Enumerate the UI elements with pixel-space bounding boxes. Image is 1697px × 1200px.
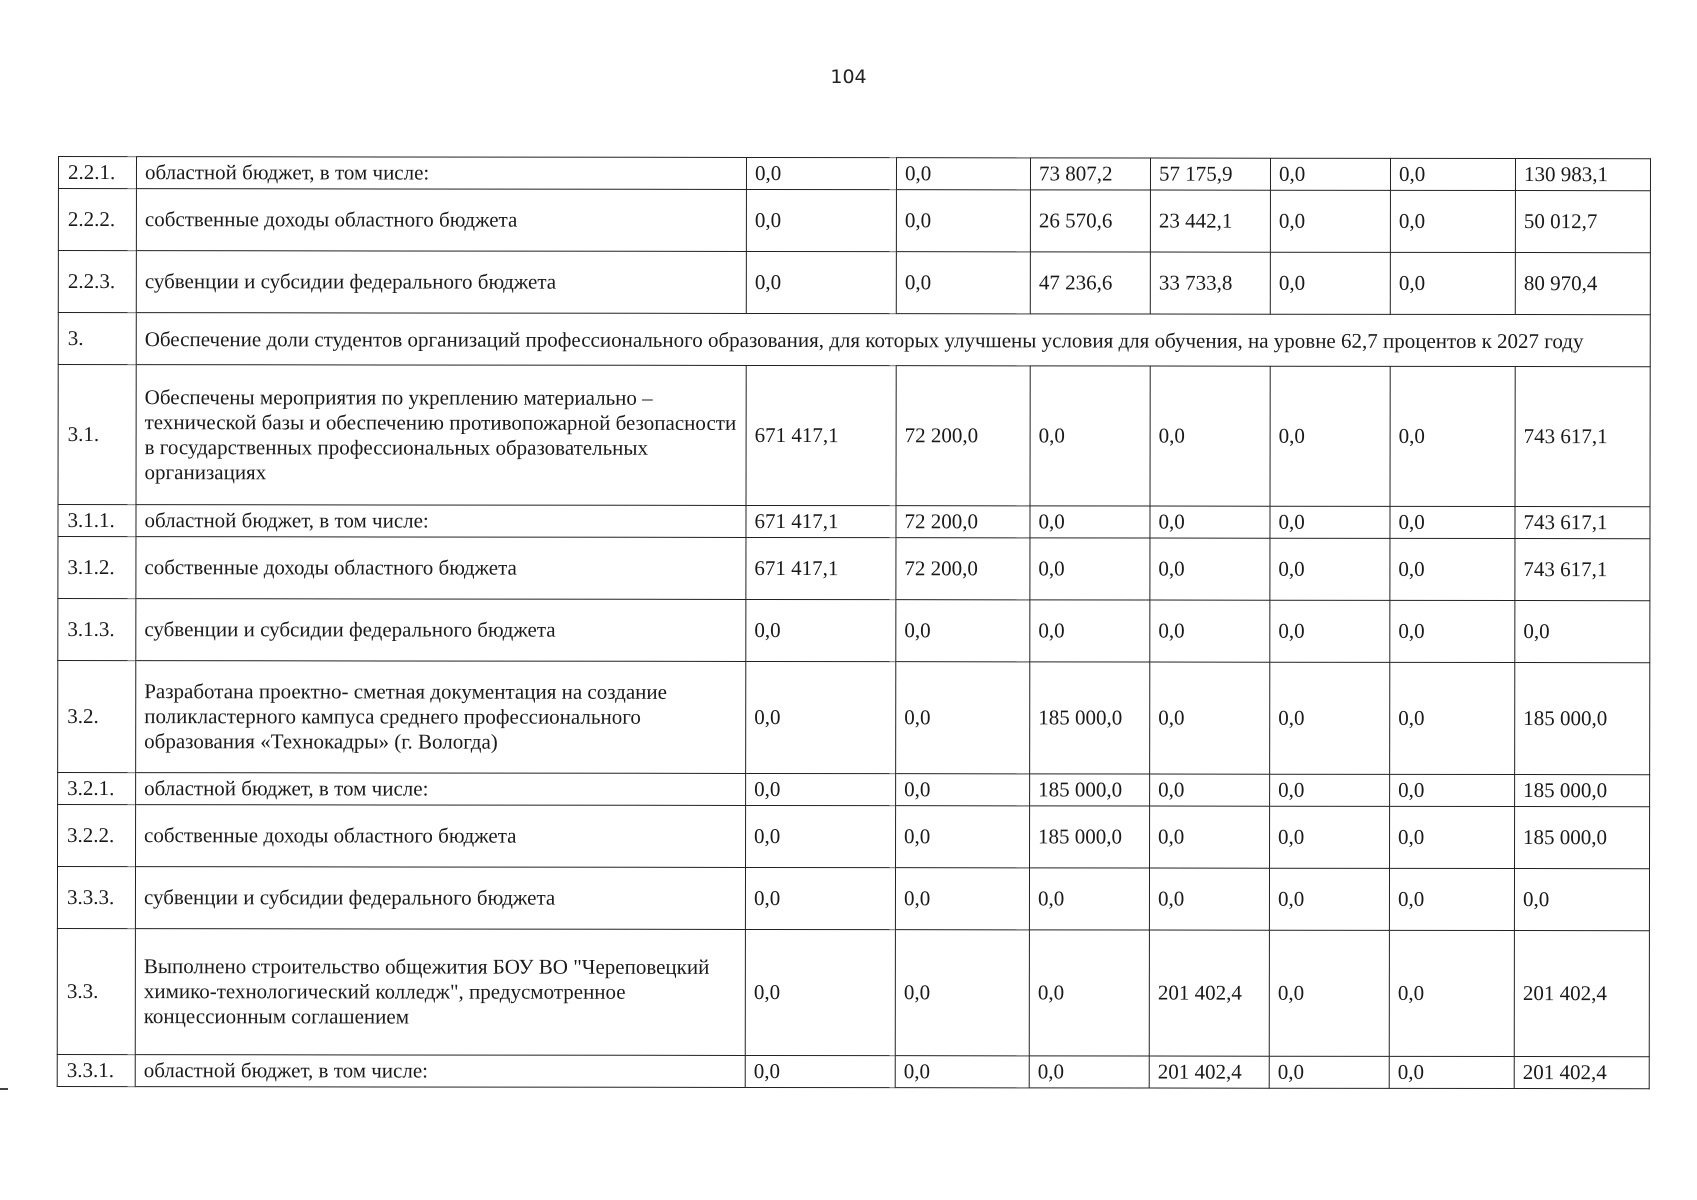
- table-row: [58, 537, 1650, 601]
- value-cell: 0,0: [896, 806, 1030, 868]
- table-body: [57, 157, 1650, 1089]
- value-cell: 0,0: [1390, 366, 1515, 506]
- value-cell: 185 000,0: [1030, 662, 1150, 774]
- value-cell: 185 000,0: [1030, 806, 1150, 868]
- value-cell: 57 175,9: [1150, 158, 1270, 190]
- value-cell: 47 236,6: [1030, 252, 1150, 314]
- value-cell: 0,0: [1269, 1056, 1389, 1088]
- value-cell: 0,0: [895, 868, 1029, 930]
- table-row: [58, 599, 1650, 663]
- value-cell: 0,0: [745, 1055, 895, 1087]
- row-code: 3.1.3.: [58, 599, 136, 661]
- value-cell: 0,0: [1150, 806, 1270, 868]
- table-row: [58, 189, 1650, 253]
- value-cell: 73 807,2: [1030, 158, 1150, 190]
- value-cell: 0,0: [1390, 252, 1515, 314]
- table-row: [58, 251, 1650, 315]
- row-description: Разработана проектно- сметная документация на создание поликластерного кампуса среднего профессионального образования «Технокадры» (г. Вологда): [136, 661, 746, 774]
- value-cell: 0,0: [1270, 366, 1390, 506]
- value-cell: 0,0: [895, 1056, 1029, 1088]
- table-row: [58, 365, 1650, 507]
- value-cell: 0,0: [1269, 868, 1389, 930]
- value-cell: 0,0: [1270, 774, 1390, 806]
- row-description: областной бюджет, в том числе:: [136, 773, 746, 806]
- row-description: собственные доходы областного бюджета: [136, 805, 746, 868]
- value-cell: 671 417,1: [746, 505, 896, 537]
- row-description: областной бюджет, в том числе:: [135, 1055, 745, 1088]
- row-total: 185 000,0: [1515, 775, 1650, 807]
- table-row: [57, 867, 1649, 931]
- value-cell: 23 442,1: [1150, 190, 1270, 252]
- value-cell: 0,0: [1270, 538, 1390, 600]
- value-cell: 0,0: [1389, 930, 1514, 1056]
- row-code: 3.2.: [58, 661, 136, 773]
- row-description: собственные доходы областного бюджета: [136, 537, 746, 600]
- value-cell: 0,0: [1150, 600, 1270, 662]
- value-cell: 0,0: [1270, 506, 1390, 538]
- row-description: Выполнено строительство общежития БОУ ВО "Череповецкий химико-технологический колледж", предусмотренное концессионным соглашением: [135, 929, 745, 1056]
- value-cell: 0,0: [1150, 538, 1270, 600]
- value-cell: 0,0: [1270, 190, 1390, 252]
- value-cell: 72 200,0: [896, 538, 1030, 600]
- section-row: [58, 313, 1650, 367]
- value-cell: 0,0: [1150, 774, 1270, 806]
- section-title: Обеспечение доли студентов организаций профессионального образования, для которых улучшены условия для обучения, на уровне 62,7 процентов к 2027 году: [136, 313, 1650, 367]
- value-cell: 0,0: [1390, 190, 1515, 252]
- row-total: 201 402,4: [1514, 931, 1649, 1057]
- value-cell: 0,0: [1390, 538, 1515, 600]
- row-description: областной бюджет, в том числе:: [136, 505, 746, 538]
- row-total: 80 970,4: [1515, 253, 1650, 315]
- value-cell: 0,0: [746, 773, 896, 805]
- table-row: [58, 157, 1650, 191]
- value-cell: 0,0: [1270, 600, 1390, 662]
- row-total: 201 402,4: [1514, 1057, 1649, 1089]
- value-cell: 0,0: [745, 867, 895, 929]
- value-cell: 0,0: [746, 661, 896, 773]
- row-code: 3.2.2.: [58, 805, 136, 867]
- row-code: 2.2.1.: [58, 157, 136, 189]
- row-code: 3.1.: [58, 365, 136, 505]
- value-cell: 0,0: [1150, 662, 1270, 774]
- row-code: 3.1.2.: [58, 537, 136, 599]
- value-cell: 671 417,1: [746, 365, 896, 505]
- value-cell: 0,0: [896, 600, 1030, 662]
- value-cell: 0,0: [1150, 366, 1270, 506]
- value-cell: 0,0: [746, 599, 896, 661]
- value-cell: 0,0: [1029, 1056, 1149, 1088]
- value-cell: 0,0: [1029, 930, 1149, 1056]
- table-row: [58, 805, 1650, 869]
- value-cell: 0,0: [896, 158, 1030, 190]
- row-description: субвенции и субсидии федерального бюджета: [136, 251, 746, 314]
- row-code: 3.: [58, 313, 136, 365]
- value-cell: 26 570,6: [1030, 190, 1150, 252]
- value-cell: 0,0: [1030, 538, 1150, 600]
- value-cell: 0,0: [1030, 600, 1150, 662]
- row-code: 3.1.1.: [58, 505, 136, 537]
- value-cell: 0,0: [1390, 600, 1515, 662]
- row-description: субвенции и субсидии федерального бюджета: [136, 599, 746, 662]
- row-description: собственные доходы областного бюджета: [136, 189, 746, 252]
- value-cell: 0,0: [1150, 506, 1270, 538]
- value-cell: 0,0: [1389, 1056, 1514, 1088]
- row-code: 3.3.1.: [57, 1054, 135, 1086]
- value-cell: 0,0: [1270, 662, 1390, 774]
- value-cell: 72 200,0: [896, 366, 1030, 506]
- value-cell: 0,0: [746, 189, 896, 251]
- value-cell: 0,0: [1390, 158, 1515, 190]
- row-description: субвенции и субсидии федерального бюджета: [135, 867, 745, 930]
- value-cell: 185 000,0: [1030, 774, 1150, 806]
- value-cell: 0,0: [746, 157, 896, 189]
- value-cell: 33 733,8: [1150, 252, 1270, 314]
- row-code: 3.3.: [57, 928, 135, 1054]
- row-total: 743 617,1: [1515, 539, 1650, 601]
- value-cell: 0,0: [1390, 806, 1515, 868]
- value-cell: 0,0: [1389, 868, 1514, 930]
- value-cell: 0,0: [746, 805, 896, 867]
- value-cell: 0,0: [1270, 806, 1390, 868]
- value-cell: 0,0: [1270, 252, 1390, 314]
- row-description: Обеспечены мероприятия по укреплению материально – технической базы и обеспечению противопожарной безопасности в государственных профессиональных образовательных организациях: [136, 365, 746, 506]
- table-row: [58, 773, 1650, 807]
- row-code: 3.2.1.: [58, 773, 136, 805]
- row-code: 2.2.2.: [58, 189, 136, 251]
- value-cell: 0,0: [896, 662, 1030, 774]
- row-code: 3.3.3.: [57, 867, 135, 929]
- row-total: 185 000,0: [1515, 663, 1650, 775]
- row-total: 743 617,1: [1515, 367, 1650, 507]
- table-row: [58, 661, 1650, 775]
- value-cell: 0,0: [746, 251, 896, 313]
- row-description: областной бюджет, в том числе:: [136, 157, 746, 190]
- value-cell: 671 417,1: [746, 537, 896, 599]
- value-cell: 0,0: [896, 774, 1030, 806]
- value-cell: 72 200,0: [896, 506, 1030, 538]
- table-row: [57, 1054, 1649, 1088]
- value-cell: 201 402,4: [1149, 1056, 1269, 1088]
- value-cell: 0,0: [1269, 930, 1389, 1056]
- value-cell: 0,0: [895, 930, 1029, 1056]
- value-cell: 0,0: [1390, 506, 1515, 538]
- row-total: 130 983,1: [1515, 159, 1650, 191]
- value-cell: 201 402,4: [1149, 930, 1269, 1056]
- row-total: 185 000,0: [1515, 807, 1650, 869]
- value-cell: 0,0: [1390, 774, 1515, 806]
- table-row: [58, 505, 1650, 539]
- value-cell: 0,0: [896, 252, 1030, 314]
- value-cell: 0,0: [1030, 506, 1150, 538]
- value-cell: 0,0: [896, 190, 1030, 252]
- row-total: 0,0: [1514, 869, 1649, 931]
- value-cell: 0,0: [1029, 868, 1149, 930]
- table-row: [57, 928, 1649, 1056]
- margin-mark: [0, 1088, 8, 1090]
- row-code: 2.2.3.: [58, 251, 136, 313]
- row-total: 0,0: [1515, 601, 1650, 663]
- value-cell: 0,0: [1149, 868, 1269, 930]
- row-total: 743 617,1: [1515, 507, 1650, 539]
- value-cell: 0,0: [1030, 366, 1150, 506]
- value-cell: 0,0: [745, 929, 895, 1055]
- page-number: 104: [830, 66, 867, 88]
- budget-table: [57, 156, 1651, 1089]
- value-cell: 0,0: [1390, 662, 1515, 774]
- value-cell: 0,0: [1270, 158, 1390, 190]
- row-total: 50 012,7: [1515, 191, 1650, 253]
